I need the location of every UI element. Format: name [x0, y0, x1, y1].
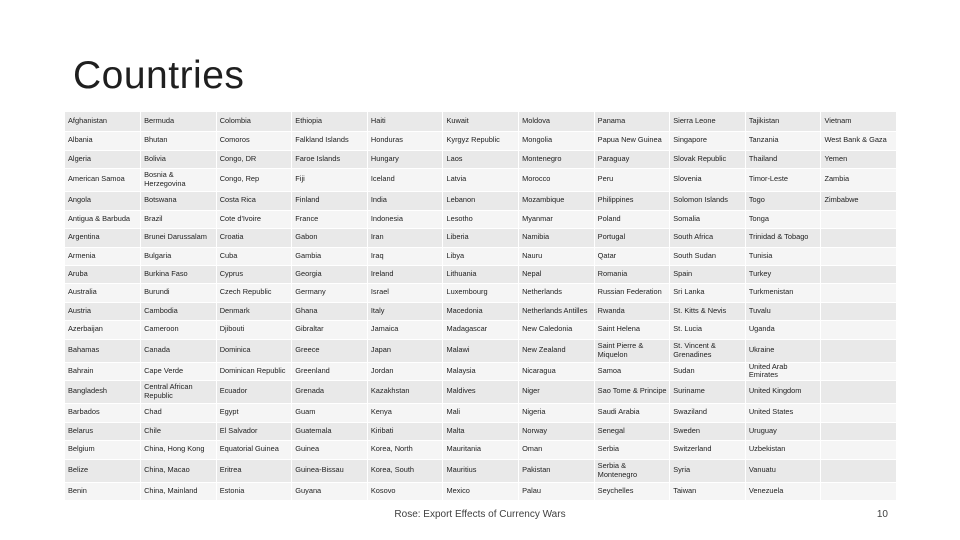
- country-cell: Finland: [292, 191, 368, 210]
- country-cell: Antigua & Barbuda: [65, 210, 141, 228]
- country-cell: Timor-Leste: [745, 168, 821, 191]
- country-cell: Mozambique: [519, 191, 595, 210]
- country-cell: Bermuda: [141, 112, 217, 131]
- country-cell: Denmark: [216, 302, 292, 320]
- country-cell: Suriname: [670, 380, 746, 403]
- country-cell: Laos: [443, 150, 519, 168]
- country-cell: Greenland: [292, 362, 368, 380]
- country-cell: West Bank & Gaza: [821, 131, 897, 150]
- country-cell: Syria: [670, 459, 746, 482]
- country-cell: Singapore: [670, 131, 746, 150]
- table-row: [65, 191, 897, 210]
- countries-table: [65, 112, 897, 501]
- country-cell: Tajikistan: [745, 112, 821, 131]
- country-cell: Indonesia: [367, 210, 443, 228]
- country-cell: Brazil: [141, 210, 217, 228]
- country-cell: Eritrea: [216, 459, 292, 482]
- country-cell: Cameroon: [141, 320, 217, 339]
- country-cell: Panama: [594, 112, 670, 131]
- country-cell: Gibraltar: [292, 320, 368, 339]
- country-cell: Bosnia & Herzegovina: [141, 168, 217, 191]
- country-cell: Iran: [367, 228, 443, 247]
- country-cell: Papua New Guinea: [594, 131, 670, 150]
- country-cell: Grenada: [292, 380, 368, 403]
- country-cell: Cuba: [216, 247, 292, 265]
- country-cell: Kiribati: [367, 422, 443, 440]
- country-cell: Somalia: [670, 210, 746, 228]
- country-cell: Jordan: [367, 362, 443, 380]
- country-cell: Djibouti: [216, 320, 292, 339]
- country-cell: Vietnam: [821, 112, 897, 131]
- country-cell: St. Vincent & Grenadines: [670, 339, 746, 362]
- country-cell: Brunei Darussalam: [141, 228, 217, 247]
- country-cell: Iraq: [367, 247, 443, 265]
- country-cell: Guinea-Bissau: [292, 459, 368, 482]
- country-cell: Germany: [292, 283, 368, 302]
- country-cell: Nigeria: [519, 403, 595, 422]
- country-cell: Dominica: [216, 339, 292, 362]
- country-cell: Serbia & Montenegro: [594, 459, 670, 482]
- country-cell: [821, 380, 897, 403]
- country-cell: France: [292, 210, 368, 228]
- table-row: [65, 112, 897, 131]
- table-row: [65, 168, 897, 191]
- country-cell: Trinidad & Tobago: [745, 228, 821, 247]
- table-row: [65, 339, 897, 362]
- country-cell: Mali: [443, 403, 519, 422]
- country-cell: Portugal: [594, 228, 670, 247]
- country-cell: Bahamas: [65, 339, 141, 362]
- country-cell: China, Macao: [141, 459, 217, 482]
- country-cell: China, Hong Kong: [141, 440, 217, 459]
- country-cell: Uganda: [745, 320, 821, 339]
- country-cell: Haiti: [367, 112, 443, 131]
- country-cell: Gabon: [292, 228, 368, 247]
- table-row: [65, 283, 897, 302]
- country-cell: Serbia: [594, 440, 670, 459]
- countries-table-body: [65, 112, 897, 500]
- country-cell: Czech Republic: [216, 283, 292, 302]
- country-cell: [821, 440, 897, 459]
- country-cell: Central African Republic: [141, 380, 217, 403]
- country-cell: Congo, DR: [216, 150, 292, 168]
- country-cell: Russian Federation: [594, 283, 670, 302]
- country-cell: Ireland: [367, 265, 443, 283]
- country-cell: Palau: [519, 482, 595, 500]
- country-cell: American Samoa: [65, 168, 141, 191]
- country-cell: New Caledonia: [519, 320, 595, 339]
- country-cell: Niger: [519, 380, 595, 403]
- country-cell: Malta: [443, 422, 519, 440]
- country-cell: Kosovo: [367, 482, 443, 500]
- country-cell: Luxembourg: [443, 283, 519, 302]
- country-cell: Belize: [65, 459, 141, 482]
- country-cell: Kyrgyz Republic: [443, 131, 519, 150]
- country-cell: Cyprus: [216, 265, 292, 283]
- country-cell: St. Lucia: [670, 320, 746, 339]
- country-cell: Falkland Islands: [292, 131, 368, 150]
- country-cell: Belarus: [65, 422, 141, 440]
- country-cell: Guatemala: [292, 422, 368, 440]
- country-cell: [821, 265, 897, 283]
- country-cell: Ghana: [292, 302, 368, 320]
- country-cell: Mexico: [443, 482, 519, 500]
- country-cell: Azerbaijan: [65, 320, 141, 339]
- country-cell: [821, 482, 897, 500]
- country-cell: Liberia: [443, 228, 519, 247]
- country-cell: Israel: [367, 283, 443, 302]
- country-cell: Netherlands: [519, 283, 595, 302]
- country-cell: United Arab Emirates: [745, 362, 821, 380]
- table-row: [65, 228, 897, 247]
- country-cell: Jamaica: [367, 320, 443, 339]
- country-cell: Venezuela: [745, 482, 821, 500]
- country-cell: Kenya: [367, 403, 443, 422]
- country-cell: Saint Pierre & Miquelon: [594, 339, 670, 362]
- country-cell: Taiwan: [670, 482, 746, 500]
- country-cell: Peru: [594, 168, 670, 191]
- country-cell: Zimbabwe: [821, 191, 897, 210]
- country-cell: Rwanda: [594, 302, 670, 320]
- country-cell: Qatar: [594, 247, 670, 265]
- table-row: [65, 210, 897, 228]
- country-cell: Uruguay: [745, 422, 821, 440]
- table-row: [65, 320, 897, 339]
- country-cell: Switzerland: [670, 440, 746, 459]
- country-cell: [821, 247, 897, 265]
- country-cell: [821, 403, 897, 422]
- country-cell: Lebanon: [443, 191, 519, 210]
- country-cell: Benin: [65, 482, 141, 500]
- country-cell: Mauritius: [443, 459, 519, 482]
- page-number: 10: [876, 509, 888, 520]
- country-cell: Saudi Arabia: [594, 403, 670, 422]
- country-cell: [821, 362, 897, 380]
- country-cell: [821, 422, 897, 440]
- country-cell: Hungary: [367, 150, 443, 168]
- country-cell: Tanzania: [745, 131, 821, 150]
- country-cell: Kazakhstan: [367, 380, 443, 403]
- country-cell: Albania: [65, 131, 141, 150]
- country-cell: Korea, North: [367, 440, 443, 459]
- country-cell: Armenia: [65, 247, 141, 265]
- country-cell: Latvia: [443, 168, 519, 191]
- country-cell: Philippines: [594, 191, 670, 210]
- country-cell: Oman: [519, 440, 595, 459]
- country-cell: [821, 302, 897, 320]
- country-cell: Gambia: [292, 247, 368, 265]
- country-cell: Nicaragua: [519, 362, 595, 380]
- country-cell: United States: [745, 403, 821, 422]
- country-cell: South Sudan: [670, 247, 746, 265]
- country-cell: [821, 320, 897, 339]
- country-cell: Samoa: [594, 362, 670, 380]
- country-cell: Malawi: [443, 339, 519, 362]
- country-cell: Guam: [292, 403, 368, 422]
- country-cell: Vanuatu: [745, 459, 821, 482]
- country-cell: Chile: [141, 422, 217, 440]
- country-cell: Honduras: [367, 131, 443, 150]
- country-cell: Bangladesh: [65, 380, 141, 403]
- country-cell: Faroe Islands: [292, 150, 368, 168]
- country-cell: Sudan: [670, 362, 746, 380]
- country-cell: Iceland: [367, 168, 443, 191]
- country-cell: Italy: [367, 302, 443, 320]
- country-cell: El Salvador: [216, 422, 292, 440]
- country-cell: [821, 210, 897, 228]
- country-cell: Thailand: [745, 150, 821, 168]
- country-cell: Netherlands Antilles: [519, 302, 595, 320]
- country-cell: Uzbekistan: [745, 440, 821, 459]
- table-row: [65, 302, 897, 320]
- country-cell: Nauru: [519, 247, 595, 265]
- table-row: [65, 440, 897, 459]
- country-cell: United Kingdom: [745, 380, 821, 403]
- country-cell: Austria: [65, 302, 141, 320]
- country-cell: Swaziland: [670, 403, 746, 422]
- country-cell: Norway: [519, 422, 595, 440]
- country-cell: Spain: [670, 265, 746, 283]
- country-cell: Congo, Rep: [216, 168, 292, 191]
- country-cell: Madagascar: [443, 320, 519, 339]
- country-cell: Canada: [141, 339, 217, 362]
- country-cell: Dominican Republic: [216, 362, 292, 380]
- table-row: [65, 150, 897, 168]
- country-cell: Argentina: [65, 228, 141, 247]
- country-cell: Romania: [594, 265, 670, 283]
- table-row: [65, 265, 897, 283]
- country-cell: Libya: [443, 247, 519, 265]
- country-cell: New Zealand: [519, 339, 595, 362]
- country-cell: [821, 339, 897, 362]
- country-cell: Slovak Republic: [670, 150, 746, 168]
- table-row: [65, 131, 897, 150]
- country-cell: Lithuania: [443, 265, 519, 283]
- country-cell: Cambodia: [141, 302, 217, 320]
- country-cell: Yemen: [821, 150, 897, 168]
- country-cell: Togo: [745, 191, 821, 210]
- table-row: [65, 459, 897, 482]
- country-cell: Afghanistan: [65, 112, 141, 131]
- country-cell: Sierra Leone: [670, 112, 746, 131]
- country-cell: Aruba: [65, 265, 141, 283]
- country-cell: Croatia: [216, 228, 292, 247]
- country-cell: Sweden: [670, 422, 746, 440]
- country-cell: Namibia: [519, 228, 595, 247]
- country-cell: St. Kitts & Nevis: [670, 302, 746, 320]
- table-row: [65, 482, 897, 500]
- country-cell: Tonga: [745, 210, 821, 228]
- country-cell: Bahrain: [65, 362, 141, 380]
- country-cell: [821, 228, 897, 247]
- country-cell: Slovenia: [670, 168, 746, 191]
- country-cell: Egypt: [216, 403, 292, 422]
- country-cell: Paraguay: [594, 150, 670, 168]
- country-cell: Costa Rica: [216, 191, 292, 210]
- table-row: [65, 403, 897, 422]
- country-cell: Bhutan: [141, 131, 217, 150]
- country-cell: Fiji: [292, 168, 368, 191]
- country-cell: Seychelles: [594, 482, 670, 500]
- country-cell: Morocco: [519, 168, 595, 191]
- country-cell: India: [367, 191, 443, 210]
- table-row: [65, 422, 897, 440]
- country-cell: Barbados: [65, 403, 141, 422]
- country-cell: Tuvalu: [745, 302, 821, 320]
- country-cell: Tunisia: [745, 247, 821, 265]
- table-row: [65, 362, 897, 380]
- country-cell: Cape Verde: [141, 362, 217, 380]
- country-cell: Sao Tome & Principe: [594, 380, 670, 403]
- country-cell: Equatorial Guinea: [216, 440, 292, 459]
- country-cell: Korea, South: [367, 459, 443, 482]
- table-row: [65, 247, 897, 265]
- country-cell: [821, 459, 897, 482]
- country-cell: Moldova: [519, 112, 595, 131]
- country-cell: Macedonia: [443, 302, 519, 320]
- country-cell: Guyana: [292, 482, 368, 500]
- country-cell: Georgia: [292, 265, 368, 283]
- country-cell: Mauritania: [443, 440, 519, 459]
- country-cell: Burkina Faso: [141, 265, 217, 283]
- country-cell: Greece: [292, 339, 368, 362]
- country-cell: Saint Helena: [594, 320, 670, 339]
- country-cell: Angola: [65, 191, 141, 210]
- country-cell: Colombia: [216, 112, 292, 131]
- country-cell: Bolivia: [141, 150, 217, 168]
- country-cell: Australia: [65, 283, 141, 302]
- country-cell: Turkmenistan: [745, 283, 821, 302]
- country-cell: Myanmar: [519, 210, 595, 228]
- country-cell: Montenegro: [519, 150, 595, 168]
- country-cell: Algeria: [65, 150, 141, 168]
- country-cell: Mongolia: [519, 131, 595, 150]
- country-cell: Comoros: [216, 131, 292, 150]
- country-cell: Ethiopia: [292, 112, 368, 131]
- country-cell: Cote d'Ivoire: [216, 210, 292, 228]
- country-cell: Chad: [141, 403, 217, 422]
- country-cell: Malaysia: [443, 362, 519, 380]
- country-cell: Guinea: [292, 440, 368, 459]
- country-cell: Senegal: [594, 422, 670, 440]
- country-cell: Nepal: [519, 265, 595, 283]
- country-cell: Poland: [594, 210, 670, 228]
- country-cell: Burundi: [141, 283, 217, 302]
- slide-footer: Rose: Export Effects of Currency Wars: [394, 509, 566, 520]
- country-cell: Belgium: [65, 440, 141, 459]
- country-cell: Maldives: [443, 380, 519, 403]
- country-cell: Zambia: [821, 168, 897, 191]
- country-cell: South Africa: [670, 228, 746, 247]
- country-cell: Ukraine: [745, 339, 821, 362]
- table-row: [65, 380, 897, 403]
- country-cell: Ecuador: [216, 380, 292, 403]
- country-cell: China, Mainland: [141, 482, 217, 500]
- country-cell: Pakistan: [519, 459, 595, 482]
- country-cell: [821, 283, 897, 302]
- country-cell: Kuwait: [443, 112, 519, 131]
- country-cell: Sri Lanka: [670, 283, 746, 302]
- country-cell: Botswana: [141, 191, 217, 210]
- country-cell: Bulgaria: [141, 247, 217, 265]
- country-cell: Estonia: [216, 482, 292, 500]
- country-cell: Solomon Islands: [670, 191, 746, 210]
- country-cell: Japan: [367, 339, 443, 362]
- country-cell: Lesotho: [443, 210, 519, 228]
- slide-title: Countries: [73, 54, 245, 97]
- country-cell: Turkey: [745, 265, 821, 283]
